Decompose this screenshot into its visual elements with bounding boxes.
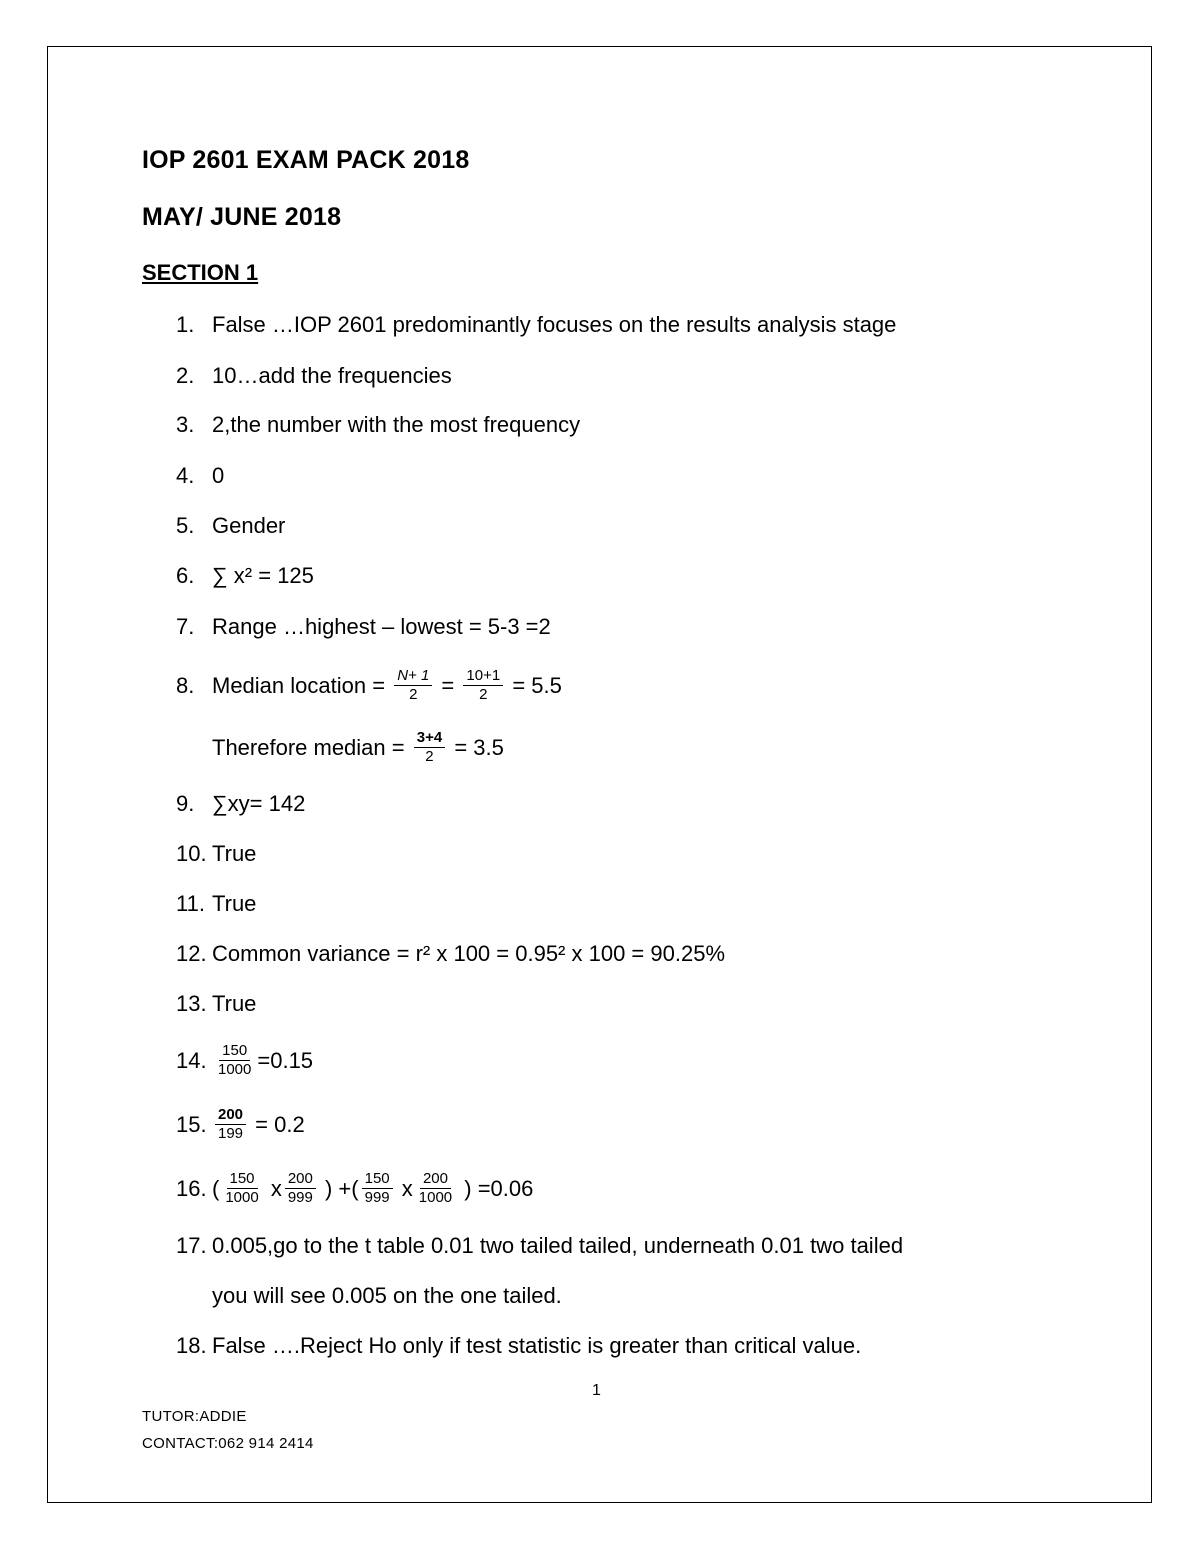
denominator: 2 <box>479 685 488 703</box>
numerator: N+ 1 <box>394 667 432 686</box>
item-number: 7. <box>176 614 195 639</box>
fraction <box>215 1106 246 1143</box>
numerator: 150 <box>219 1042 250 1061</box>
numerator: 200 <box>285 1170 316 1189</box>
page-number: 1 <box>592 1382 601 1399</box>
formula-text: x <box>401 1176 413 1201</box>
item-number: 8. <box>176 673 195 698</box>
numerator: 200 <box>420 1170 451 1189</box>
item-number: 17. <box>176 1233 207 1258</box>
item-number: 18. <box>176 1333 207 1358</box>
item-text: Gender <box>212 513 286 538</box>
denominator: 1000 <box>418 1188 453 1206</box>
formula-text: x <box>270 1176 282 1201</box>
numerator: 3+4 <box>414 729 445 748</box>
denominator: 1000 <box>218 1060 252 1078</box>
item-text: True <box>212 841 257 866</box>
item-text: ∑ x² = 125 <box>212 563 314 588</box>
item-text: 0.005,go to the t table 0.01 two tailed tailed, underneath 0.01 two tailed <box>212 1233 904 1258</box>
item-number: 15. <box>176 1112 207 1137</box>
item-text: False …IOP 2601 predominantly focuses on the results analysis stage <box>212 312 897 337</box>
item-number: 5. <box>176 513 195 538</box>
item-number: 2. <box>176 363 195 388</box>
section-heading: SECTION 1 <box>142 260 259 285</box>
item-number: 11. <box>176 891 205 916</box>
formula-text: = <box>441 673 455 698</box>
denominator: 1000 <box>225 1188 259 1206</box>
numerator: 200 <box>215 1106 246 1125</box>
fraction <box>222 1170 261 1207</box>
item-number: 14. <box>176 1048 207 1073</box>
item-text: True <box>212 891 257 916</box>
item-text <box>212 1043 313 1081</box>
item-number: 3. <box>176 412 195 437</box>
item-number: 6. <box>176 563 195 588</box>
fraction <box>394 667 432 704</box>
item-text: Common variance = r² x 100 = 0.95² x 100 = 90.25% <box>212 941 726 966</box>
item-text <box>212 1107 305 1145</box>
formula-text: Therefore median = <box>212 735 405 760</box>
footer-tutor: TUTOR:ADDIE <box>142 1408 247 1425</box>
formula-text: = 0.2 <box>255 1112 305 1137</box>
formula-text: ) =0.06 <box>464 1176 534 1201</box>
fraction <box>215 1042 254 1079</box>
item-number: 13. <box>176 991 207 1016</box>
numerator: 150 <box>362 1170 393 1189</box>
formula-text: =0.15 <box>257 1048 314 1073</box>
formula-text: = 5.5 <box>512 673 562 698</box>
item-number: 12. <box>176 941 207 966</box>
item-number: 9. <box>176 791 195 816</box>
denominator: 2 <box>425 747 434 765</box>
item-text <box>212 668 562 706</box>
formula-text: Median location = <box>212 673 386 698</box>
item-text: False ….Reject Ho only if test statistic is greater than critical value. <box>212 1333 862 1358</box>
item-text: you will see 0.005 on the one tailed. <box>212 1283 562 1308</box>
item-text: ∑xy= 142 <box>212 791 306 816</box>
footer-contact: CONTACT:062 914 2414 <box>142 1435 314 1452</box>
fraction <box>463 667 503 704</box>
item-number: 1. <box>176 312 195 337</box>
fraction <box>362 1170 393 1207</box>
item-text: 10…add the frequencies <box>212 363 452 388</box>
numerator: 150 <box>227 1170 258 1189</box>
item-number: 10. <box>176 841 207 866</box>
item-text: Range …highest – lowest = 5-3 =2 <box>212 614 551 639</box>
formula-text: ( <box>212 1176 220 1201</box>
item-text: 2,the number with the most frequency <box>212 412 581 437</box>
document-title: IOP 2601 EXAM PACK 2018 <box>142 146 470 174</box>
denominator: 999 <box>364 1188 390 1206</box>
item-text: 0 <box>212 463 225 488</box>
document-subtitle: MAY/ JUNE 2018 <box>142 203 342 231</box>
item-text <box>212 730 504 768</box>
denominator: 999 <box>287 1188 313 1206</box>
denominator: 2 <box>409 685 418 703</box>
item-text <box>212 1171 533 1209</box>
denominator: 199 <box>218 1124 244 1142</box>
numerator: 10+1 <box>463 667 503 686</box>
item-number: 16. <box>176 1176 207 1201</box>
formula-text: ) +( <box>324 1176 359 1201</box>
fraction <box>416 1170 455 1207</box>
item-number: 4. <box>176 463 195 488</box>
fraction <box>414 729 445 766</box>
fraction <box>285 1170 316 1207</box>
item-text: True <box>212 991 257 1016</box>
formula-text: = 3.5 <box>454 735 504 760</box>
